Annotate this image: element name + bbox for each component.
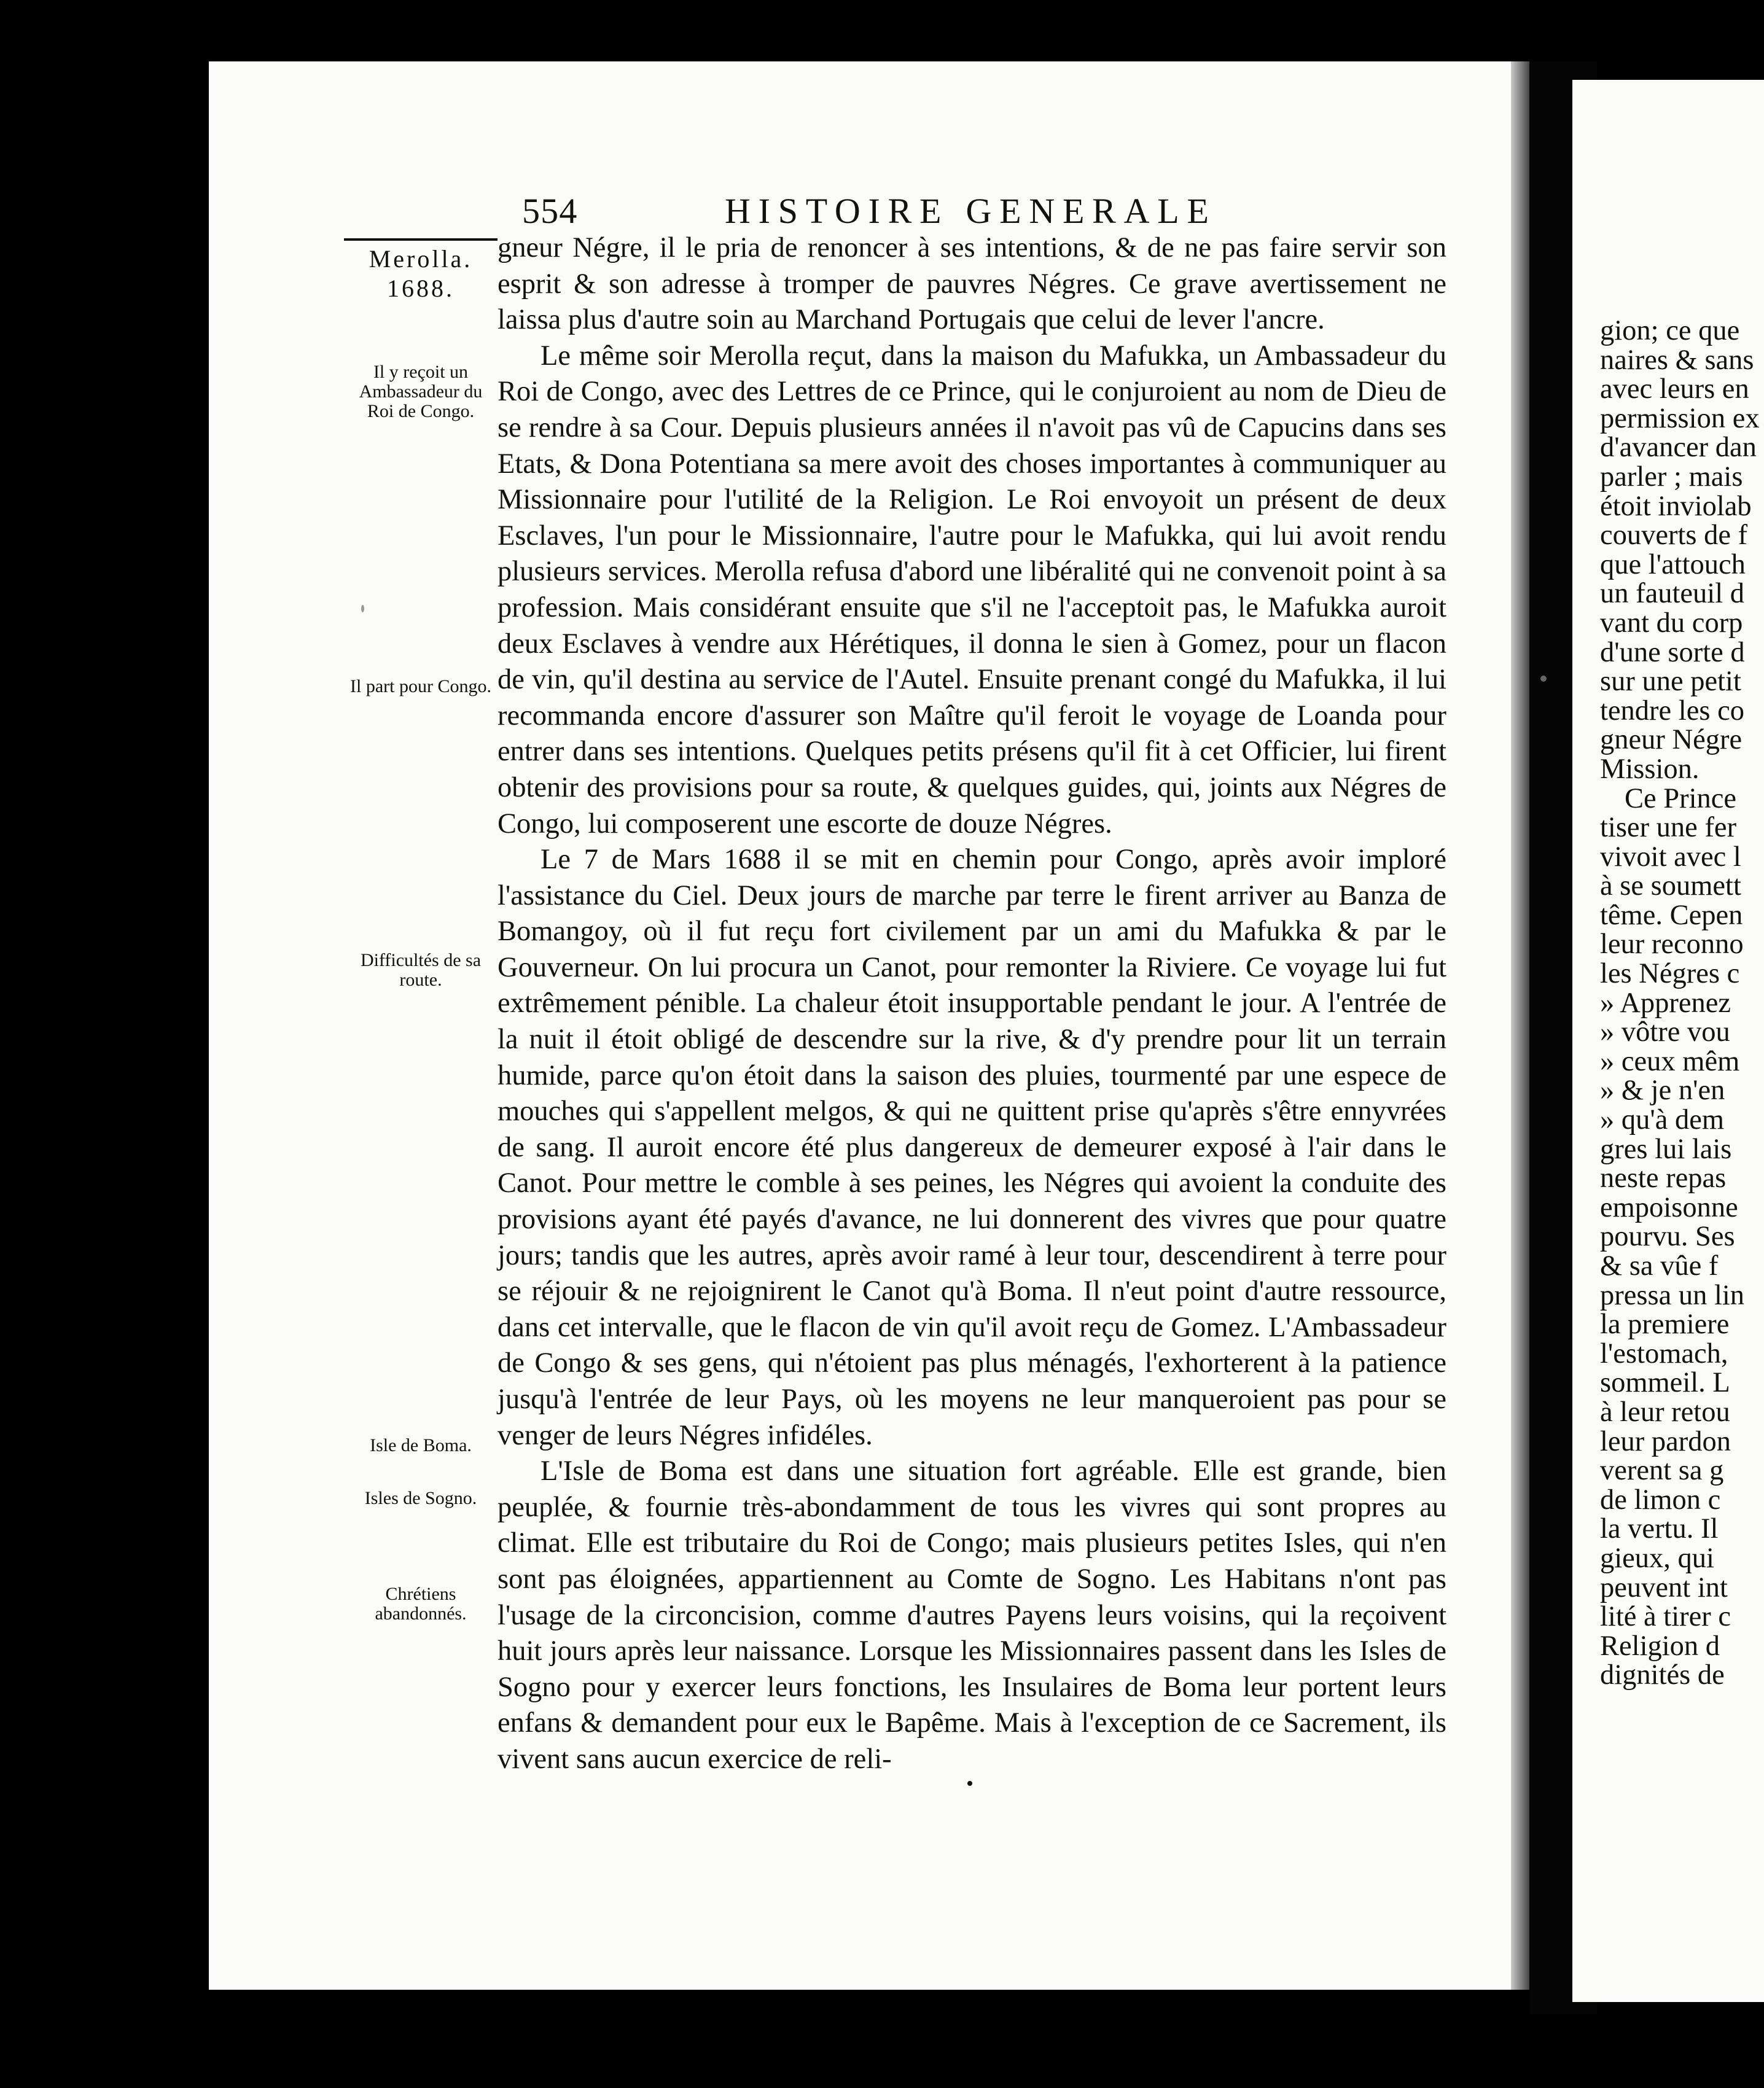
margin-note-isles-de-sogno: Isles de Sogno. [364, 1488, 477, 1508]
right-page-fragment [1572, 80, 1764, 2002]
text-line: » vôtre vou [1600, 1016, 1730, 1048]
text-line: » ceux mêm [1600, 1045, 1740, 1077]
text-line: avec leurs en [1600, 373, 1749, 405]
text-line: dignités de [1600, 1659, 1725, 1691]
text-line: parler ; mais [1600, 461, 1743, 493]
text-line: que l'attouch [1600, 548, 1746, 580]
paragraph: Le 7 de Mars 1688 il se mit en chemin pour Congo, après avoir imploré l'assistance du Ciel. Deux jours de marche par terre le firent arriver au Banza de Bomangoy, où il fut reçu fort civilement par un ami du Mafukka & par le Gouverneur. On lui procura un Canot, pour remonter la Riviere. Ce voyage lui fut extrêmement pénible. La chaleur étoit insupportable pendant le jour. A l'entrée de la nuit il étoit obligé de descendre sur la rive, & d'y prendre pour lit un terrain humide, parce qu'on étoit dans la saison des pluies, tourmenté par une espece de mouches qui s'appellent melgos, & qui ne quittent prise qu'après s'être ennyvrées de sang. Il auroit encore été plus dangereux de demeurer exposé à l'air dans le Canot. Pour mettre le comble à ses peines, les Négres qui avoient la conduite des provisions ayant été payés d'avance, ne lui donnerent des vivres que pour quatre jours; tandis que les autres, après avoir ramé à leur tour, descendirent à terre pour se réjouir & ne rejoignirent le Canot qu'à Boma. Il n'eut point d'autre ressource, dans cet intervalle, que le flacon de vin qu'il avoit reçu de Gomez. L'Ambassadeur de Congo & ses gens, qui n'étoient pas plus ménagés, l'exhorterent à la patience jusqu'à l'entrée de leur Pays, où les moyens ne leur manqueroient pas pour se venger de leurs Négres infidéles. [498, 844, 1446, 1451]
text-line: leur pardon [1600, 1425, 1731, 1457]
text-line: naires & sans [1600, 344, 1754, 376]
text-line: tême. Cepen [1600, 899, 1743, 931]
margin-rule [344, 238, 498, 241]
ink-speck [361, 605, 364, 612]
text-line: la vertu. Il [1600, 1513, 1719, 1545]
text-line: empoisonne [1600, 1191, 1738, 1223]
text-line: les Négres c [1600, 958, 1740, 990]
text-line: lité à tirer c [1600, 1601, 1731, 1633]
page-number: 554 [522, 191, 578, 231]
text-line: Religion d [1600, 1630, 1720, 1662]
paragraph: Le même soir Merolla reçut, dans la maison du Mafukka, un Ambassadeur du Roi de Congo, avec des Lettres de ce Prince, qui le conjuroient au nom de Dieu de se rendre à sa Cour. Depuis plusieurs années il n'avoit pas vû de Capucins dans ses Etats, & Dona Potentiana sa mere avoit des choses importantes à communiquer au Missionnaire pour l'utilité de la Religion. Le Roi envoyoit un présent de deux Esclaves, l'un pour le Missionnaire, l'autre pour le Mafukka, qui lui avoit rendu plusieurs services. Merolla refusa d'abord une libéralité qui ne convenoit point à sa profession. Mais considérant ensuite que s'il ne l'acceptoit pas, le Mafukka auroit deux Esclaves à vendre aux Hérétiques, il donna le sien à Gomez, pour un flacon de vin, qu'il destina au service de l'Autel. Ensuite prenant congé du Mafukka, il lui recommanda encore d'assurer son Maître qu'il feroit le voyage de Loanda pour entrer dans ses intentions. Quelques petits présens qu'il fit à cet Officier, lui firent obtenir des provisions pour sa route, & quelques guides, qui, joints aux Négres de Congo, lui composerent une escorte de douze Négres. [498, 340, 1446, 839]
text-line: gres lui lais [1600, 1133, 1732, 1165]
text-line: vivoit avec l [1600, 841, 1741, 873]
text-line: permission ex [1600, 402, 1760, 434]
text-line: sur une petit [1600, 666, 1741, 698]
paragraph: L'Isle de Boma est dans une situation fort agréable. Elle est grande, bien peuplée, & fournie très-abondamment de tous les vivres qui sont propres au climat. Elle est tributaire du Roi de Congo; mais plusieurs petites Isles, qui n'en sont pas éloignées, appartiennent au Comte de Sogno. Les Habitans n'ont pas l'usage de la circoncision, comme d'autres Payens leurs voisins, qui la reçoivent huit jours après leur naissance. Lorsque les Missionnaires passent dans les Isles de Sogno pour y exercer leurs fonctions, les Insulaires de Boma leur portent leurs enfans & demandent pour eux le Bapême. Mais à l'exception de ce Sacrement, ils vivent sans aucun exercice de reli- [498, 1455, 1446, 1775]
text-line: » & je n'en [1600, 1075, 1725, 1107]
main-text [498, 230, 1446, 1778]
text-line: gneur Négre [1600, 724, 1743, 756]
text-line: d'avancer dan [1600, 432, 1757, 464]
text-line: & sa vûe f [1600, 1250, 1719, 1282]
text-line: à se soumett [1600, 870, 1741, 902]
text-line: leur reconno [1600, 929, 1744, 960]
text-line: Mission. [1600, 753, 1700, 785]
text-line: » qu'à dem [1600, 1104, 1725, 1136]
text-line: l'estomach, [1600, 1338, 1728, 1369]
margin-note-chretiens-abandonnes: Chrétiens abandonnés. [375, 1584, 467, 1624]
text-line: étoit inviolab [1600, 490, 1752, 522]
text-line: Ce Prince [1625, 782, 1737, 814]
text-line: sommeil. L [1600, 1367, 1730, 1399]
ink-speck [1540, 676, 1547, 682]
margin-note-difficultes: Difficultés de sa route. [360, 950, 482, 990]
text-line: verent sa g [1600, 1455, 1724, 1487]
text-line: pressa un lin [1600, 1279, 1745, 1311]
text-line: gieux, qui [1600, 1542, 1714, 1574]
running-title: HISTOIRE GENERALE [725, 191, 1217, 231]
text-line: vant du corp [1600, 607, 1743, 639]
text-line: couverts de f [1600, 520, 1748, 551]
text-line: de limon c [1600, 1484, 1721, 1516]
text-line: un fauteuil d [1600, 578, 1745, 610]
text-line: neste repas [1600, 1163, 1727, 1194]
margin-note-ambassadeur: Il y reçoit un Ambassadeur du Roi de Congo. [359, 362, 483, 421]
margin-note-merolla: Merolla. 1688. [344, 238, 498, 303]
text-line: gion; ce que [1600, 315, 1740, 346]
right-page-text [1600, 316, 1764, 1690]
text-line: pourvu. Ses [1600, 1221, 1735, 1253]
margin-note-isle-de-boma: Isle de Boma. [370, 1435, 472, 1455]
text-line: peuvent int [1600, 1572, 1728, 1603]
margin-note-part-pour-congo: Il part pour Congo. [350, 676, 491, 696]
text-line: » Apprenez [1600, 987, 1731, 1019]
text-line: la premiere [1600, 1309, 1730, 1341]
text-line: d'une sorte d [1600, 636, 1745, 668]
text-line: à leur retou [1600, 1396, 1730, 1428]
paragraph: gneur Négre, il le pria de renoncer à ses intentions, & de ne pas faire servir son esprit & son adresse à tromper de pauvres Négres. Ce grave avertissement ne laissa plus d'autre soin au Marchand Portugais que celui de lever l'ancre. [498, 232, 1446, 336]
ink-speck [967, 1781, 972, 1786]
text-line: tiser une fer [1600, 812, 1737, 844]
text-line: tendre les co [1600, 695, 1744, 727]
